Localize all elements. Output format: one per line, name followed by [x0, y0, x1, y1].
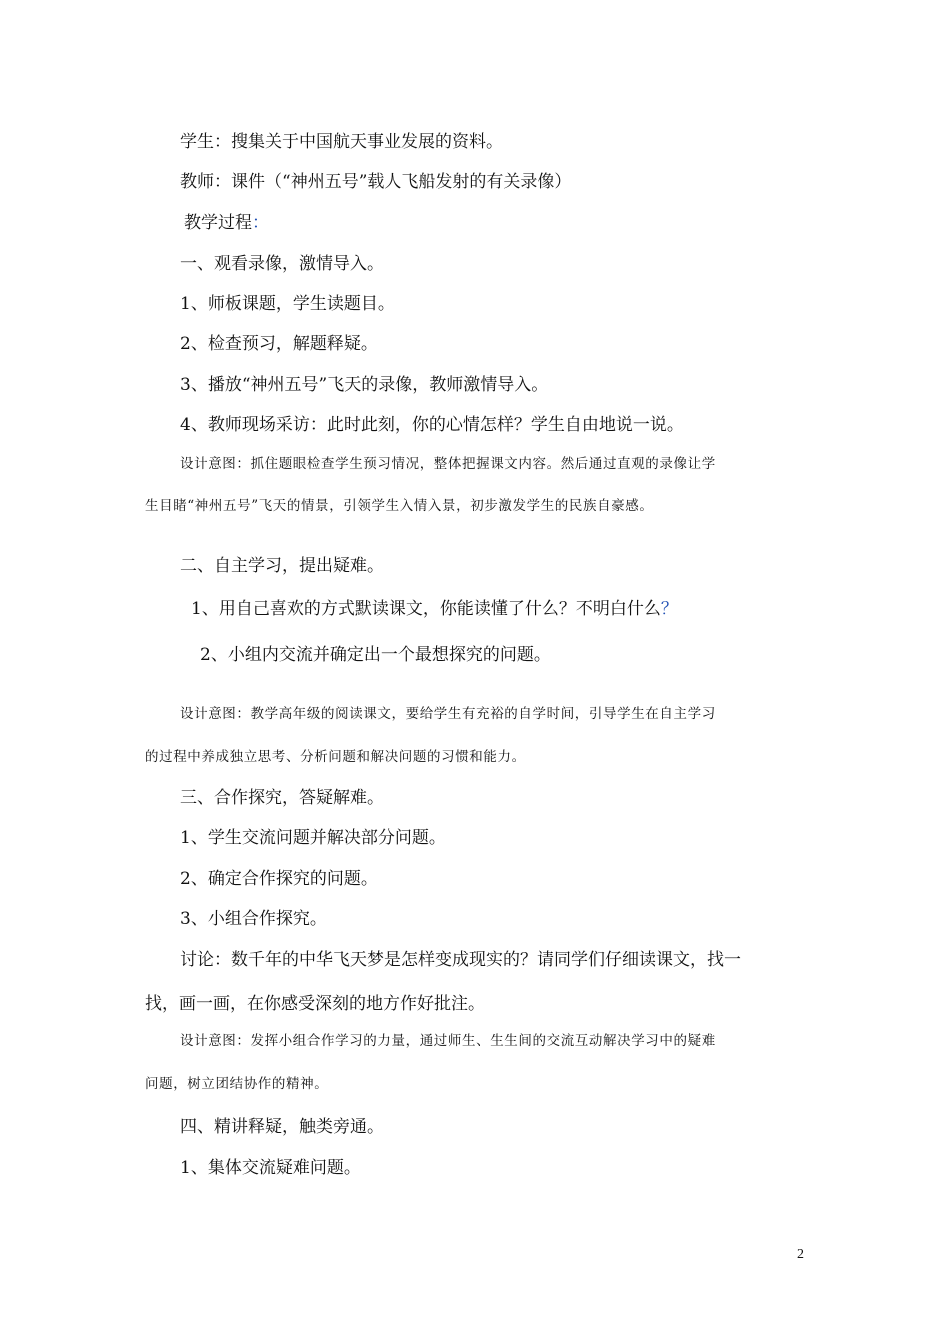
page-number: 2 — [797, 1247, 804, 1262]
design-note-line: 设计意图：教学高年级的阅读课文，要给学生有充裕的自学时间，引导学生在自主学习 — [180, 706, 716, 722]
design-note-line: 设计意图：抓住题眼检查学生预习情况，整体把握课文内容。然后通过直观的录像让学 — [180, 456, 716, 472]
text-line: 1、集体交流疑难问题。 — [180, 1158, 361, 1178]
section-heading: 四、精讲释疑，触类旁通。 — [180, 1117, 384, 1137]
text-line: 学生：搜集关于中国航天事业发展的资料。 — [180, 132, 503, 152]
text-line: 2、检查预习，解题释疑。 — [180, 334, 378, 354]
text-line: 找，画一画，在你感受深刻的地方作好批注。 — [145, 994, 485, 1014]
text-line: 讨论：数千年的中华飞天梦是怎样变成现实的？请同学们仔细读课文，找一 — [180, 950, 741, 970]
text-line: 1、师板课题，学生读题目。 — [180, 294, 395, 314]
text-line: 4、教师现场采访：此时此刻，你的心情怎样？学生自由地说一说。 — [180, 415, 684, 435]
heading-line — [184, 208, 269, 233]
text-line: 2、小组内交流并确定出一个最想探究的问题。 — [200, 645, 551, 665]
text-line — [191, 594, 678, 619]
text-line: 教师：课件（“神州五号”载人飞船发射的有关录像） — [180, 172, 572, 192]
design-note-line: 问题，树立团结协作的精神。 — [145, 1076, 329, 1092]
heading-text: 教学过程 — [184, 213, 252, 233]
question-mark: ？ — [660, 599, 678, 619]
text-span: 1、用自己喜欢的方式默读课文，你能读懂了什么？不明白什么 — [191, 599, 661, 619]
text-line: 1、学生交流问题并解决部分问题。 — [180, 828, 446, 848]
section-heading: 二、自主学习，提出疑难。 — [180, 556, 384, 576]
text-line: 3、播放“神州五号”飞天的录像，教师激情导入。 — [180, 375, 549, 395]
design-note-line: 的过程中养成独立思考、分析问题和解决问题的习惯和能力。 — [145, 749, 526, 765]
design-note-line: 生目睹“神州五号”飞天的情景，引领学生入情入景，初步激发学生的民族自豪感。 — [145, 498, 654, 514]
section-heading: 三、合作探究，答疑解难。 — [180, 788, 384, 808]
text-line: 2、确定合作探究的问题。 — [180, 869, 378, 889]
design-note-line: 设计意图：发挥小组合作学习的力量，通过师生、生生间的交流互动解决学习中的疑难 — [180, 1033, 716, 1049]
text-line: 3、小组合作探究。 — [180, 909, 327, 929]
section-heading: 一、观看录像，激情导入。 — [180, 254, 384, 274]
heading-colon: ： — [252, 213, 269, 233]
